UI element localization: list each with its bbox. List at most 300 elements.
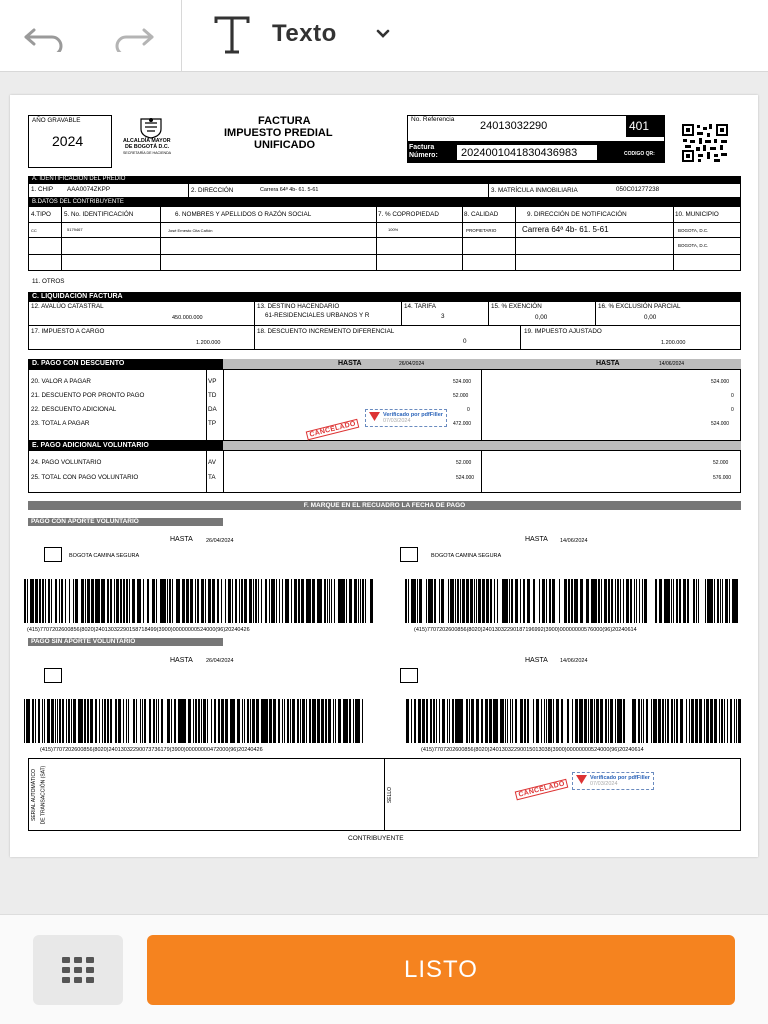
barcode-bar [635,699,636,743]
d-row-label: 23. TOTAL A PAGAR [31,420,90,427]
barcode-text-3: (415)7707202600856(8020)24013032290073736179(3900)00000000472000(96)20240426 [40,747,263,753]
verif-date: 07/03/2024 [383,418,411,424]
anio-label: AÑO GRAVABLE [32,117,81,124]
c19-label: 19. IMPUESTO AJUSTADO [524,328,602,335]
barcode-bar [343,699,345,743]
col-divider [160,206,161,271]
section-f-header: F. MARQUE EN EL RECUADRO LA FECHA DE PAGO [28,501,741,510]
barcode-bar [327,579,328,623]
redo-button[interactable] [112,18,156,54]
factura-label-1: Factura [409,144,435,151]
checkbox-sin-fecha-1[interactable] [44,668,62,683]
barcode-bar [682,699,683,743]
barcode-bar [207,699,208,743]
barcode-bar [99,699,100,743]
barcode-bar [250,579,251,623]
undo-button[interactable] [22,18,66,54]
barcode-bar [161,699,163,743]
barcode-bar [33,699,34,743]
barcode-bar [544,699,545,743]
barcode-bar [333,699,334,743]
barcode-bar [349,699,351,743]
barcode-bar [244,579,247,623]
barcode-bar [73,579,74,623]
barcode-bar [273,699,276,743]
barcode-bar [617,579,619,623]
barcode-bar [686,699,687,743]
barcode-bar [567,699,569,743]
barcode-bar [162,579,163,623]
barcode-bar [630,579,632,623]
barcode-bar [665,579,667,623]
verif-date: 07/03/2024 [590,781,618,787]
barcode-bar [623,699,625,743]
alcaldia-line-2: DE BOGOTÁ D.C. [125,144,170,150]
barcode-bar [201,579,204,623]
undo-icon [22,20,66,52]
barcode-bar [643,699,644,743]
barcode-bar [601,579,602,623]
barcode-bar [683,579,686,623]
barcode-bar [121,579,122,623]
barcode-bar [338,579,341,623]
barcode-bar [253,579,254,623]
barcode-bar [156,699,157,743]
barcode-bar [704,699,705,743]
barcode-bar [123,699,124,743]
col-divider [61,206,62,271]
barcode-bar [359,699,360,743]
barcode-bar [738,699,741,743]
barcode-bar [490,579,492,623]
barcode-bar [95,579,97,623]
barcode-bar [621,699,622,743]
barcode-bar [571,579,573,623]
c17-value: 1.200.000 [196,340,221,346]
barcode-bar [546,579,547,623]
barcode-sin-2 [405,699,741,743]
barcode-bar [292,699,295,743]
section-d-header: D. PAGO CON DESCUENTO [28,359,223,369]
barcode-bar [460,579,461,623]
e-row-value-2: 52.000 [713,460,729,466]
col-divider [520,325,521,350]
barcode-bar [442,699,445,743]
barcode-bar [673,579,674,623]
barcode-bar [724,699,725,743]
barcode-bar [656,579,657,623]
barcode-bar [342,579,343,623]
barcode-bar [45,579,46,623]
barcode-bar [355,699,356,743]
row-divider [28,237,741,238]
barcode-text-2: (415)7707202600856(8020)24013032290187196992(3900)00000000576000(96)20240614 [414,627,637,633]
col-divider [481,450,482,493]
barcode-bar [515,579,518,623]
section-d-table [28,369,741,441]
barcode-bar [91,579,94,623]
barcode-bar [658,699,659,743]
barcode-bar [511,579,513,623]
barcode-bar [474,579,475,623]
barcode-bar [143,579,144,623]
barcode-bar [687,579,689,623]
barcode-bar [527,699,529,743]
barcode-bar [659,579,662,623]
editor-toolbar [0,0,768,72]
factura-document [10,95,758,857]
barcode-bar [586,579,589,623]
barcode-bar [314,699,315,743]
b-row1-direccion: Carrera 64ª 4b- 61. 5-61 [522,225,609,234]
barcode-text-1: (415)7707202600856(8020)24013032290158718499(3900)00000000524000(96)20240426 [27,627,250,633]
checkbox-con-fecha-2[interactable] [400,547,418,562]
barcode-bar [430,699,432,743]
c12-value: 450.000.000 [172,315,203,321]
barcode-bar [598,579,600,623]
barcode-bar [140,699,141,743]
barcode-bar [706,699,709,743]
e-row-value-1: 52.000 [456,460,472,466]
barcode-bar [334,579,335,623]
barcode-bar [581,699,583,743]
barcode-bar [258,579,259,623]
barcode-bar [553,579,555,623]
barcode-bar [466,699,468,743]
barcode-bar [495,699,498,743]
barcode-bar [252,699,255,743]
barcode-bar [24,699,25,743]
title-line-1: FACTURA [258,115,311,127]
d-row-code: VP [208,378,217,385]
title-line-3: UNIFICADO [254,139,316,151]
barcode-bar [300,699,301,743]
barcode-bar [564,579,567,623]
barcode-bar [203,699,206,743]
barcode-bar [78,699,80,743]
barcode-bar [306,699,307,743]
barcode-bar [75,579,78,623]
barcode-bar [476,579,477,623]
col-divider [488,301,489,325]
barcode-bar [129,579,130,623]
ref-code: 401 [629,119,650,133]
grid-button[interactable] [33,935,123,1005]
barcode-bar [552,579,553,623]
barcode-sin-1 [24,699,366,743]
barcode-bar [608,699,609,743]
barcode-bar [81,579,84,623]
barcode-bar [572,699,573,743]
col-divider [462,206,463,271]
barcode-bar [594,579,597,623]
barcode-bar [452,699,454,743]
barcode-bar [71,699,72,743]
barcode-bar [343,579,344,623]
matricula-value: 050C01277238 [616,186,660,193]
barcode-bar [466,579,469,623]
d-row-code: DA [208,406,217,413]
barcode-bar [35,579,38,623]
verif-title: Verificado por pdfFiller [383,412,443,418]
bottom-bar [0,914,768,1024]
d-row-value-1: 524.000 [453,379,472,385]
barcode-bar [615,579,616,623]
barcode-bar [61,579,62,623]
barcode-bar [102,699,103,743]
barcode-bar [736,699,737,743]
barcode-bar [126,699,127,743]
barcode-bar [453,579,454,623]
barcode-bar [274,579,275,623]
text-tool-icon[interactable] [212,14,252,61]
barcode-bar [493,699,495,743]
barcode-bar [596,699,599,743]
col-divider [673,206,674,271]
barcode-bar [510,699,511,743]
c14-label: 14. TARIFA [404,303,436,310]
barcode-bar [35,699,36,743]
barcode-bar [87,579,90,623]
qr-code-icon [681,123,729,163]
barcode-bar [502,579,505,623]
d-row-label: 22. DESCUENTO ADICIONAL [31,406,117,413]
barcode-bar [632,699,635,743]
barcode-bar [27,579,28,623]
barcode-bar [665,699,666,743]
barcode-bar [335,699,336,743]
barcode-bar [556,699,557,743]
barcode-bar [639,579,640,623]
barcode-bar [294,579,297,623]
barcode-bar [114,579,115,623]
barcode-bar [439,699,440,743]
barcode-bar [536,699,539,743]
barcode-bar [229,579,231,623]
barcode-bar [644,579,647,623]
chip-value: AAA0074ZKPP [67,186,111,193]
barcode-bar [717,579,719,623]
barcode-bar [247,699,249,743]
barcode-bar [217,579,219,623]
barcode-bar [705,579,706,623]
b-row2-municipio: BOGOTA, D.C. [678,243,709,248]
barcode-bar [250,699,251,743]
barcode-bar [349,579,352,623]
document-page [10,95,758,857]
barcode-bar [269,699,272,743]
barcode-bar [462,579,465,623]
barcode-bar [679,579,681,623]
barcode-bar [160,579,162,623]
barcode-bar [654,699,657,743]
barcode-bar [486,579,489,623]
barcode-bar [279,579,280,623]
barcode-bar [201,699,202,743]
barcode-bar [172,579,173,623]
barcode-bar [696,579,697,623]
barcode-bar [626,579,629,623]
barcode-bar [282,699,283,743]
checkbox-con-fecha-1[interactable] [44,547,62,562]
b-row1-municipio: BOGOTA, D.C. [678,228,709,233]
e-row-label: 25. TOTAL CON PAGO VOLUNTARIO [31,474,139,481]
barcode-bar [62,699,64,743]
barcode-bar [408,579,409,623]
chevron-down-icon[interactable] [374,27,392,46]
barcode-bar [251,579,252,623]
barcode-bar [57,699,58,743]
barcode-bar [725,579,728,623]
barcode-bar [211,699,212,743]
b-header-nombre: 6. NOMBRES Y APELLIDOS O RAZÓN SOCIAL [175,211,312,218]
barcode-bar [262,699,264,743]
matricula-label: 3. MATRÍCULA INMOBILIARIA [491,187,578,194]
barcode-bar [354,579,357,623]
barcode-bar [198,579,199,623]
c16-label: 16. % EXCLUSIÓN PARCIAL [598,303,681,310]
b-header-id: 5. No. IDENTIFICACIÓN [64,211,134,218]
barcode-bar [617,699,620,743]
col-divider [376,206,377,271]
barcode-bar [439,579,440,623]
barcode-bar [345,699,348,743]
listo-button[interactable]: LISTO [147,935,735,1005]
barcode-bar [584,699,587,743]
barcode-bar [512,699,513,743]
barcode-bar [90,699,91,743]
barcode-bar [331,579,332,623]
barcode-bar [214,699,216,743]
e-row-value-1: 524.000 [456,475,475,481]
barcode-bar [341,579,342,623]
barcode-bar [138,579,141,623]
barcode-bar [169,579,171,623]
section-b-header: B.DATOS DEL CONTRIBUYENTE [28,198,741,206]
barcode-bar [142,699,143,743]
c14-value: 3 [441,313,445,320]
barcode-bar [523,579,525,623]
barcode-bar [265,699,268,743]
barcode-bar [232,579,233,623]
tool-label[interactable]: Texto [272,20,337,47]
c13-label: 13. DESTINO HACENDARIO [257,303,340,310]
barcode-bar [559,579,560,623]
e-row-value-2: 576.000 [713,475,732,481]
barcode-bar [326,699,327,743]
barcode-bar [714,699,717,743]
d-row-value-1: 472.000 [453,421,472,427]
barcode-bar [414,699,416,743]
barcode-bar [104,579,105,623]
row-divider [28,222,741,223]
barcode-bar [561,699,563,743]
hasta-header-1 [223,359,481,369]
barcode-bar [455,579,456,623]
barcode-bar [710,699,713,743]
barcode-bar [539,579,540,623]
barcode-bar [230,699,232,743]
barcode-bar [460,699,463,743]
barcode-bar [287,699,289,743]
barcode-bar [239,579,240,623]
barcode-bar [183,699,186,743]
divider [488,183,489,198]
barcode-bar [455,699,457,743]
barcode-bar [574,579,575,623]
verificado-badge [572,772,654,790]
barcode-bar [591,579,594,623]
pdffiller-logo-icon [576,775,587,784]
barcode-bar [59,699,61,743]
section-e-header: E. PAGO ADICIONAL VOLUNTARIO [28,441,223,450]
barcode-bar [190,699,191,743]
barcode-bar [134,579,135,623]
barcode-bar [449,699,450,743]
checkbox-sin-fecha-2[interactable] [400,668,418,683]
barcode-bar [221,579,222,623]
barcode-bar [73,699,74,743]
barcode-bar [328,699,331,743]
row-divider [28,325,741,326]
hasta-label: HASTA [170,657,193,664]
hasta-header-2 [481,359,741,369]
barcode-bar [43,579,44,623]
barcode-bar [509,579,510,623]
barcode-bar [265,579,267,623]
serial-label-1: SERIAL AUTOMÁTICO [30,769,37,821]
barcode-bar [419,699,421,743]
serial-label-2: DE TRANSACCIÓN (SAT) [40,765,47,825]
barcode-bar [470,579,473,623]
barcode-bar [91,699,93,743]
barcode-bar [299,579,300,623]
barcode-bar [481,699,482,743]
barcode-bar [228,579,229,623]
barcode-bar [600,699,603,743]
barcode-bar [309,579,311,623]
barcode-bar [24,579,26,623]
barcode-bar [494,579,495,623]
barcode-bar [448,579,449,623]
barcode-bar [321,699,324,743]
title-line-2: IMPUESTO PREDIAL [224,127,333,139]
col-divider [223,369,224,441]
barcode-bar [208,579,211,623]
barcode-bar [671,579,672,623]
d-row-label: 21. DESCUENTO POR PRONTO PAGO [31,392,145,399]
barcode-bar [66,699,67,743]
barcode-bar [676,579,678,623]
barcode-bar [710,579,713,623]
barcode-bar [638,699,639,743]
b-header-copropiedad: 7. % COPROPIEDAD [378,211,439,218]
barcode-bar [542,579,545,623]
alcaldia-line-3: SECRETARÍA DE HACIENDA [123,151,172,155]
barcode-bar [478,579,481,623]
barcode-bar [577,579,578,623]
barcode-bar [730,699,732,743]
barcode-bar [256,699,259,743]
verif-title: Verificado por pdfFiller [590,775,650,781]
barcode-bar [51,699,54,743]
barcode-bar [606,699,607,743]
barcode-bar [225,699,228,743]
d-row-value-1: 52.000 [453,393,469,399]
barcode-bar [48,579,50,623]
barcode-bar [641,699,642,743]
barcode-bar [241,579,243,623]
